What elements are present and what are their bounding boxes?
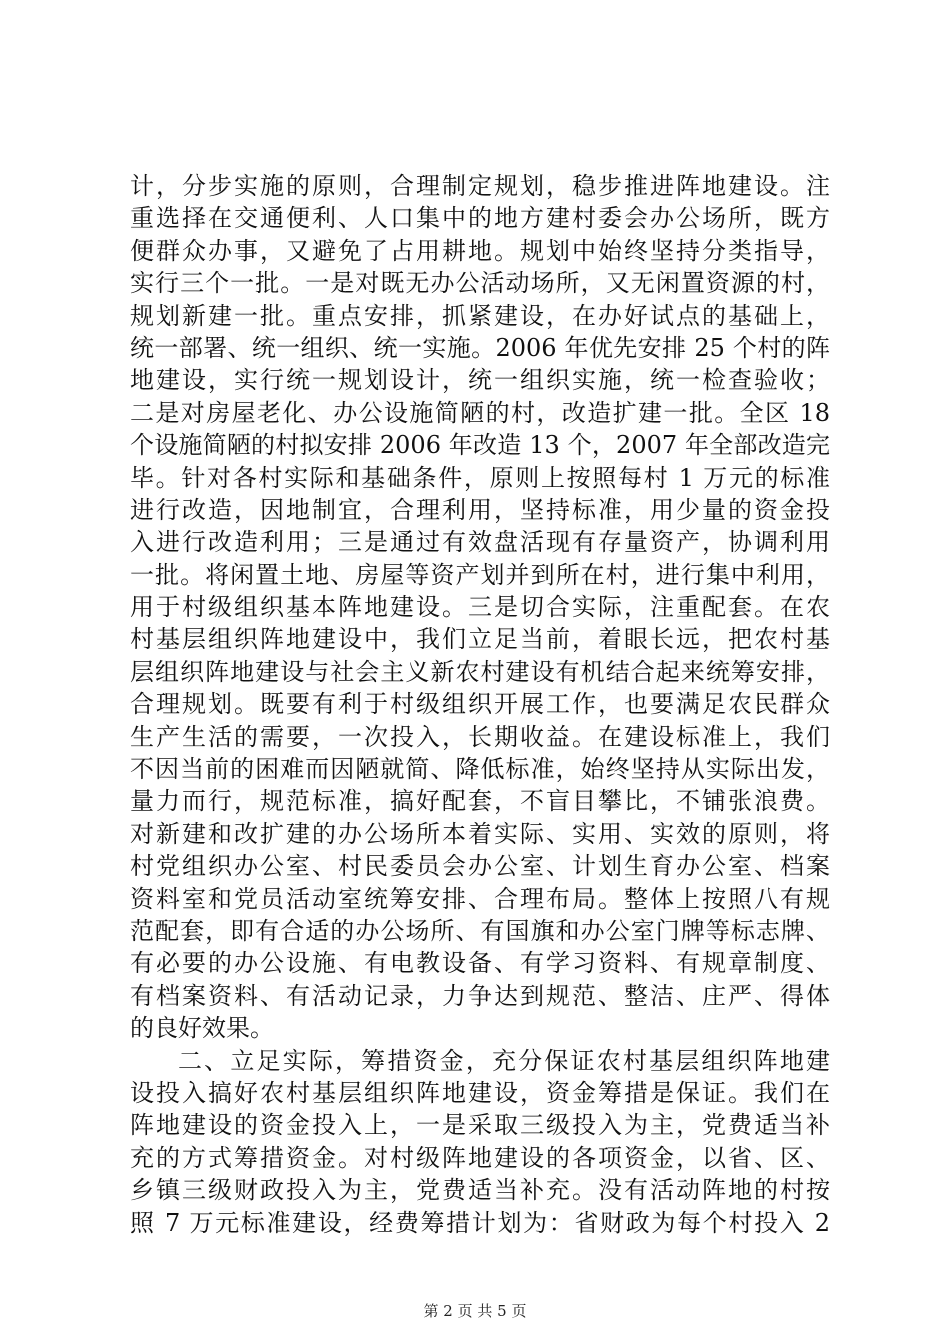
text-line: 有档案资料、有活动记录，力争达到规范、整洁、庄严、得体 xyxy=(130,981,830,1010)
text-line: 生产生活的需要，一次投入，长期收益。在建设标准上，我们 xyxy=(130,722,830,751)
text-line: 阵地建设的资金投入上，一是采取三级投入为主，党费适当补 xyxy=(130,1111,830,1140)
text-line: 用于村级组织基本阵地建设。三是切合实际，注重配套。在农 xyxy=(130,593,830,622)
text-line: 规划新建一批。重点安排，抓紧建设，在办好试点的基础上， xyxy=(130,301,830,330)
text-line: 层组织阵地建设与社会主义新农村建设有机结合起来统筹安排， xyxy=(130,657,830,686)
text-line: 一批。将闲置土地、房屋等资产划并到所在村，进行集中利用， xyxy=(130,560,830,589)
text-line: 进行改造，因地制宜，合理利用，坚持标准，用少量的资金投 xyxy=(130,495,830,524)
text-line: 二是对房屋老化、办公设施简陋的村，改造扩建一批。全区 18 xyxy=(130,398,830,427)
text-line: 个设施简陋的村拟安排 2006 年改造 13 个，2007 年全部改造完 xyxy=(130,431,830,460)
text-line: 资料室和党员活动室统筹安排、合理布局。整体上按照八有规 xyxy=(130,884,830,913)
text-line: 便群众办事，又避免了占用耕地。规划中始终坚持分类指导， xyxy=(130,236,830,265)
text-line: 计，分步实施的原则，合理制定规划，稳步推进阵地建设。注 xyxy=(130,172,830,200)
text-line: 对新建和改扩建的办公场所本着实际、实用、实效的原则，将 xyxy=(130,819,830,848)
text-line: 量力而行，规范标准，搞好配套，不盲目攀比，不铺张浪费。 xyxy=(130,787,830,816)
document-body xyxy=(130,170,830,1239)
text-line: 村党组织办公室、村民委员会办公室、计划生育办公室、档案 xyxy=(130,852,830,881)
text-line: 入进行改造利用；三是通过有效盘活现有存量资产，协调利用 xyxy=(130,528,830,557)
text-line-paragraph-start: 二、立足实际，筹措资金，充分保证农村基层组织阵地建 xyxy=(178,1046,830,1075)
text-line: 不因当前的困难而因陋就简、降低标准，始终坚持从实际出发， xyxy=(130,755,830,784)
text-line: 地建设，实行统一规划设计，统一组织实施，统一检查验收； xyxy=(130,366,830,395)
text-line: 乡镇三级财政投入为主，党费适当补充。没有活动阵地的村按 xyxy=(130,1176,830,1205)
text-line: 照 7 万元标准建设，经费筹措计划为：省财政为每个村投入 2 xyxy=(130,1208,830,1237)
text-line: 范配套，即有合适的办公场所、有国旗和办公室门牌等标志牌、 xyxy=(130,916,830,945)
text-line: 合理规划。既要有利于村级组织开展工作，也要满足农民群众 xyxy=(130,690,830,719)
text-line: 统一部署、统一组织、统一实施。2006 年优先安排 25 个村的阵 xyxy=(130,333,830,362)
text-line: 毕。针对各村实际和基础条件，原则上按照每村 1 万元的标准 xyxy=(130,463,830,492)
text-line: 重选择在交通便利、人口集中的地方建村委会办公场所，既方 xyxy=(130,204,830,233)
text-line: 充的方式筹措资金。对村级阵地建设的各项资金，以省、区、 xyxy=(130,1143,830,1172)
text-line: 村基层组织阵地建设中，我们立足当前，着眼长远，把农村基 xyxy=(130,625,830,654)
text-line: 设投入搞好农村基层组织阵地建设，资金筹措是保证。我们在 xyxy=(130,1078,830,1107)
text-line: 实行三个一批。一是对既无办公活动场所，又无闲置资源的村， xyxy=(130,269,830,298)
page-number-footer: 第 2 页 共 5 页 xyxy=(423,1302,527,1320)
text-line: 有必要的办公设施、有电教设备、有学习资料、有规章制度、 xyxy=(130,949,830,978)
text-line-paragraph-end: 的良好效果。 xyxy=(130,1014,274,1043)
